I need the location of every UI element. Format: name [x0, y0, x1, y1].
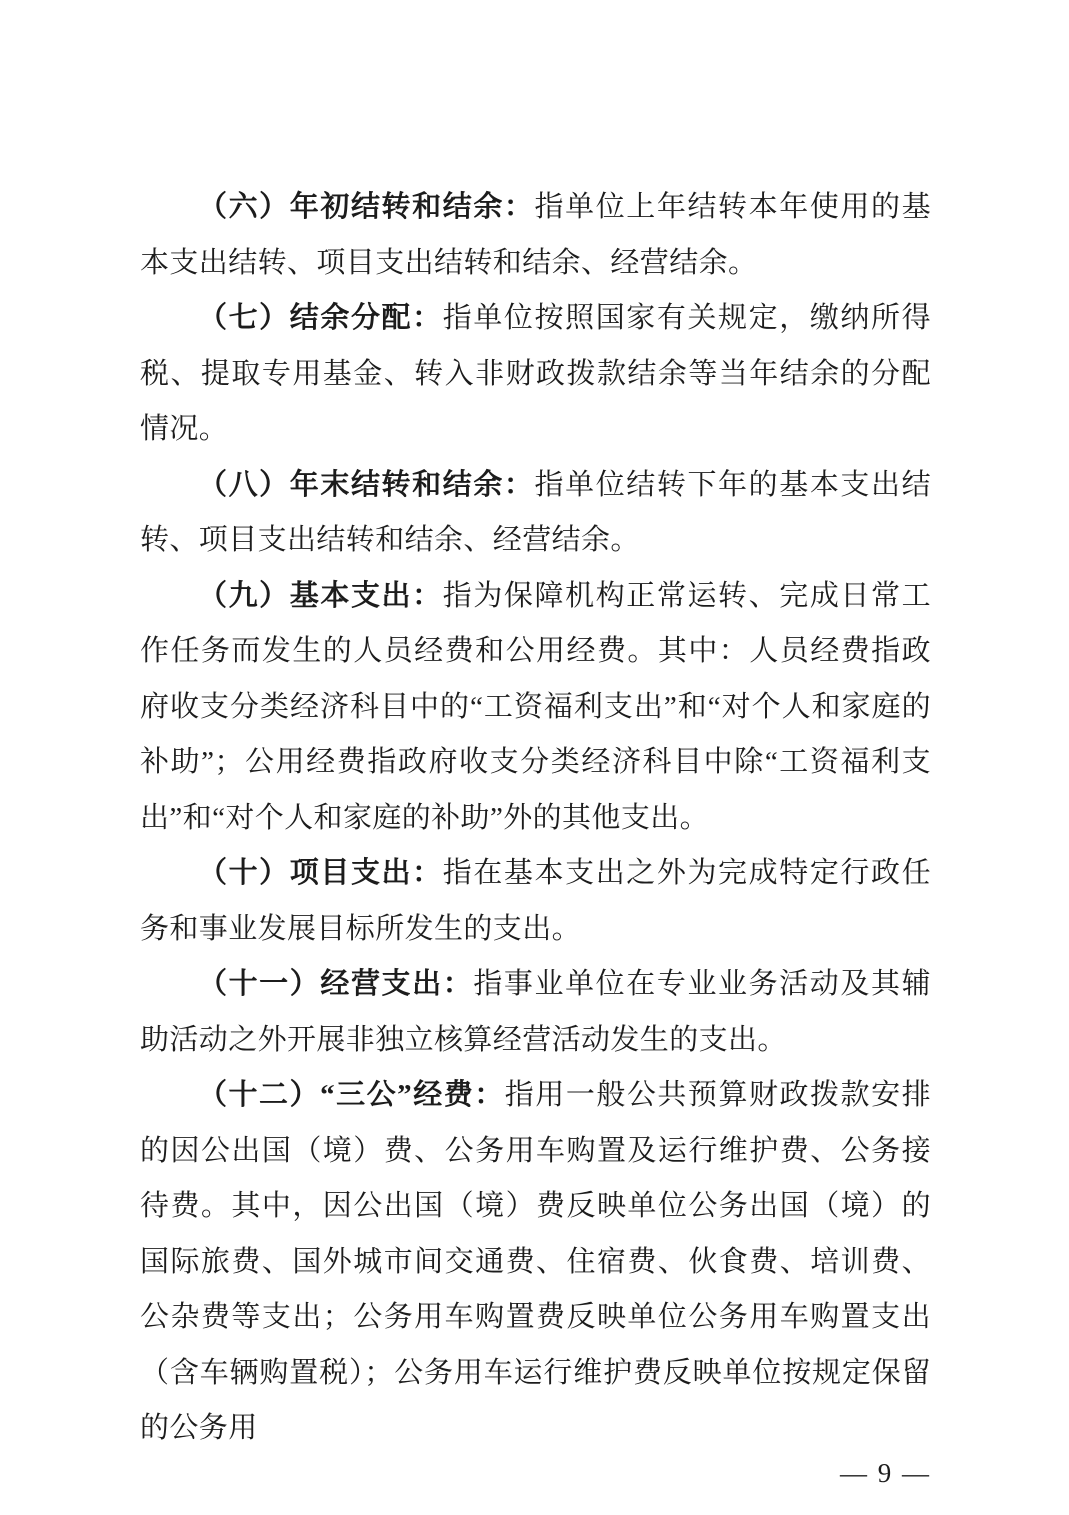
- definition-text: 指单位按照国家有关规定，缴纳所得税、提取专用基金、转入非财政拨款结余等当年结余的分配情况。: [140, 302, 931, 445]
- definition-text: 指为保障机构正常运转、完成日常工作任务而发生的人员经费和公用经费。其中：人员经费指政府收支分类经济科目中的“工资福利支出”和“对个人和家庭的补助”；公用经费指政府收支分类经济科目中除“工资福利支出”和“对个人和家庭的补助”外的其他支出。: [140, 579, 931, 834]
- definition-paragraph-12: [140, 1068, 931, 1457]
- definition-term: （十）项目支出：: [198, 857, 443, 889]
- definition-text: 指事业单位在专业业务活动及其辅助活动之外开展非独立核算经营活动发生的支出。: [140, 968, 931, 1056]
- page-number: — 9 —: [840, 1458, 931, 1488]
- definition-paragraph-9: [140, 569, 931, 847]
- definition-text: 指在基本支出之外为完成特定行政任务和事业发展目标所发生的支出。: [140, 857, 931, 945]
- definition-term: （七）结余分配：: [198, 302, 443, 334]
- definition-term: （十二）“三公”经费：: [198, 1079, 505, 1111]
- definition-paragraph-6: [140, 180, 931, 291]
- definition-paragraph-7: [140, 291, 931, 458]
- definition-text: 指单位上年结转本年使用的基本支出结转、项目支出结转和结余、经营结余。: [140, 191, 932, 279]
- definition-term: （九）基本支出：: [198, 579, 443, 612]
- definition-paragraph-11: [140, 957, 931, 1068]
- definition-text: 指单位结转下年的基本支出结转、项目支出结转和结余、经营结余。: [140, 468, 932, 556]
- definition-paragraph-10: [140, 846, 931, 957]
- definition-text: 指用一般公共预算财政拨款安排的因公出国（境）费、公务用车购置及运行维护费、公务接待费。其中，因公出国（境）费反映单位公务出国（境）的国际旅费、国外城市间交通费、住宿费、伙食费、培训费、公杂费等支出；公务用车购置费反映单位公务用车购置支出（含车辆购置税）；公务用车运行维护费反映单位按规定保留的公务用: [140, 1079, 931, 1444]
- document-body: [140, 180, 931, 1457]
- definition-term: （十一）经营支出：: [198, 968, 474, 1000]
- definition-paragraph-8: [140, 458, 931, 569]
- definition-term: （八）年末结转和结余：: [198, 468, 535, 501]
- page-footer: [140, 1458, 931, 1489]
- definition-term: （六）年初结转和结余：: [198, 191, 535, 223]
